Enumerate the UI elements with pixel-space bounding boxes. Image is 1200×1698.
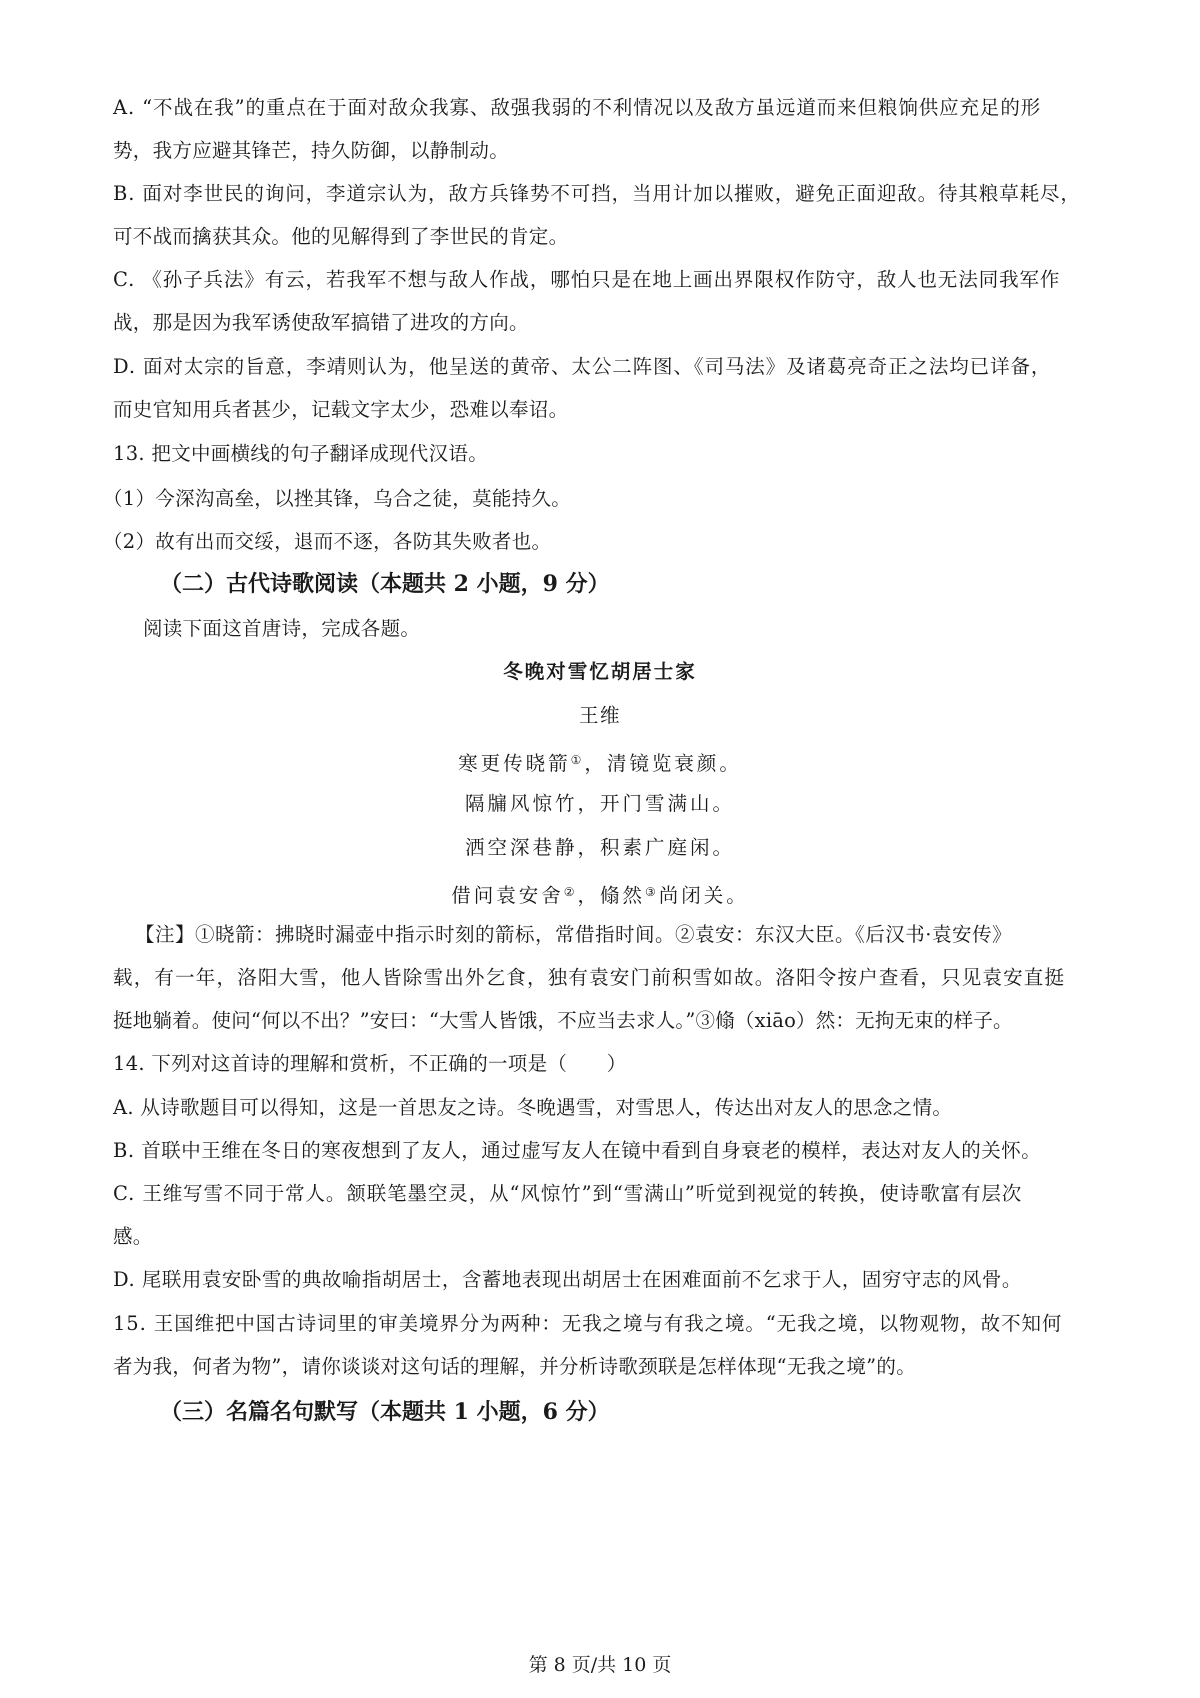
q12-option-b-line1: B. 面对李世民的询问，李道宗认为，敌方兵锋势不可挡，当用计加以摧败，避免正面迎敌。待其粮草耗尽， [113, 182, 1081, 205]
footnote-marker-2: ② [563, 885, 578, 899]
q14-option-a: A. 从诗歌题目可以得知，这是一首思友之诗。冬晚遇雪，对雪思人，传达出对友人的思念之情。 [113, 1096, 953, 1119]
q13-stem: 13. 把文中画横线的句子翻译成现代汉语。 [113, 442, 489, 465]
section-2-heading: （二）古代诗歌阅读（本题共 2 小题，9 分） [160, 571, 610, 597]
q12-option-d-line2: 而史官知用兵者甚少，记载文字太少，恐难以奉诏。 [113, 398, 569, 421]
q15-line2: 者为我，何者为物”，请你谈谈对这句话的理解，并分析诗歌颈联是怎样体现“无我之境”的。 [113, 1355, 917, 1378]
section-2-intro: 阅读下面这首唐诗，完成各题。 [143, 617, 421, 640]
q14-option-d: D. 尾联用袁安卧雪的典故喻指胡居士，含蓄地表现出胡居士在困难面前不乞求于人，固穷守志的风骨。 [113, 1268, 1022, 1291]
poem-notes-line3: 挺地躺着。使问“何以不出？”安曰：“大雪人皆饿，不应当去求人。”③翛（xiāo）然：无拘无束的样子。 [113, 1009, 1013, 1032]
q14-option-c-line2: 感。 [113, 1225, 153, 1248]
poem-title: 冬晚对雪忆胡居士家 [503, 660, 697, 683]
q12-option-b-line2: 可不战而擒获其众。他的见解得到了李世民的肯定。 [113, 225, 569, 248]
q15-line1: 15. 王国维把中国古诗词里的审美境界分为两种：无我之境与有我之境。“无我之境，以物观物，故不知何 [113, 1312, 1063, 1335]
q13-sentence-1: （1）今深沟高垒，以挫其锋，乌合之徒，莫能持久。 [103, 487, 572, 510]
section-3-heading: （三）名篇名句默写（本题共 1 小题，6 分） [160, 1399, 610, 1425]
poem-line-1: 寒更传晓箭①，清镜览衰颜。 [458, 752, 742, 775]
poem-line-3: 洒空深巷静，积素广庭闲。 [464, 836, 735, 859]
footnote-marker-1: ① [570, 753, 585, 767]
footnote-marker-3: ③ [645, 885, 659, 899]
q14-option-b: B. 首联中王维在冬日的寒夜想到了友人，通过虚写友人在镜中看到自身衰老的模样，表达对友人的关怀。 [113, 1139, 1042, 1162]
poem-line-4: 借问袁安舍②，翛然③尚闭关。 [451, 884, 749, 907]
q12-option-c-line2: 战，那是因为我军诱使敌军搞错了进攻的方向。 [113, 311, 529, 334]
poem-notes-line1: 【注】①晓箭：拂晓时漏壶中指示时刻的箭标，常借指时间。②袁安：东汉大臣。《后汉书·袁安传》 [135, 923, 1012, 946]
q12-option-a-line1: A. “不战在我”的重点在于面对敌众我寡、敌强我弱的不利情况以及敌方虽远道而来但粮饷供应充足的形 [113, 96, 1042, 119]
page-footer: 第 8 页/共 10 页 [528, 1654, 672, 1676]
poem-notes-line2: 载，有一年，洛阳大雪，他人皆除雪出外乞食，独有袁安门前积雪如故。洛阳令按户查看，只见袁安直挺 [113, 966, 1066, 989]
q12-option-d-line1: D. 面对太宗的旨意，李靖则认为，他呈送的黄帝、太公二阵图、《司马法》及诸葛亮奇正之法均已详备， [113, 355, 1052, 378]
q14-option-c-line1: C. 王维写雪不同于常人。颔联笔墨空灵，从“风惊竹”到“雪满山”听觉到视觉的转换，使诗歌富有层次 [113, 1182, 1023, 1205]
poem-line-2: 隔牖风惊竹，开门雪满山。 [464, 792, 735, 815]
q14-stem: 14. 下列对这首诗的理解和赏析，不正确的一项是（ ） [113, 1052, 627, 1075]
q12-option-c-line1: C. 《孙子兵法》有云，若我军不想与敌人作战，哪怕只是在地上画出界限权作防守，敌人也无法同我军作 [113, 268, 1061, 291]
poem-author: 王维 [578, 704, 621, 727]
q13-sentence-2: （2）故有出而交绥，退而不逐，各防其失败者也。 [103, 530, 552, 553]
q12-option-a-line2: 势，我方应避其锋芒，持久防御，以静制动。 [113, 139, 510, 162]
